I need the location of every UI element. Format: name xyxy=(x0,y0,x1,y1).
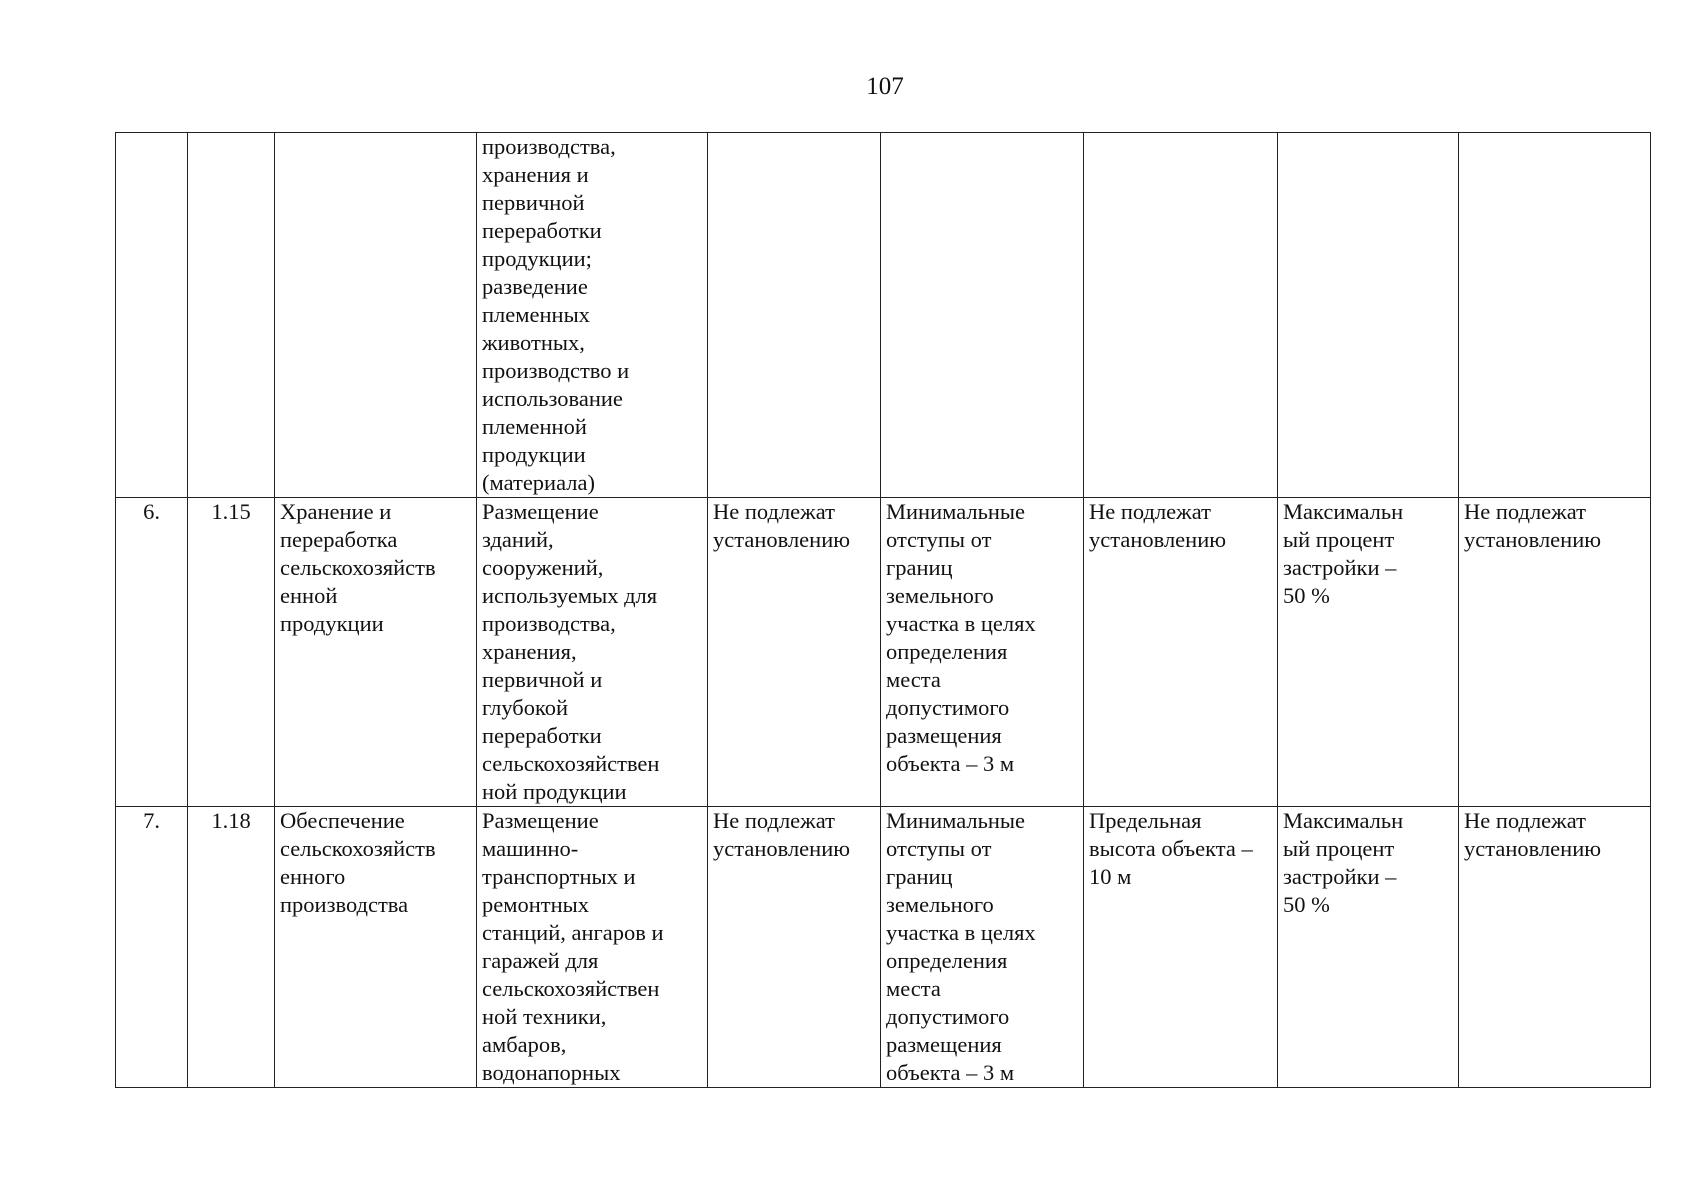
use-description-cell: производства, хранения и первичной переработки продукции; разведение племенных животных, производство и использование племенной продукции (материала) xyxy=(477,133,708,498)
setback-cell xyxy=(881,133,1084,498)
height-cell: Не подлежат установлению xyxy=(1084,498,1278,807)
use-name-cell: Обеспечение сельскохозяйств енного производства xyxy=(275,807,477,1088)
other-parameter-cell: Не подлежат установлению xyxy=(1459,807,1651,1088)
height-cell xyxy=(1084,133,1278,498)
use-name-cell: Хранение и переработка сельскохозяйств енной продукции xyxy=(275,498,477,807)
setback-cell: Минимальные отступы от границ земельного участка в целях определения места допустимого размещения объекта – 3 м xyxy=(881,498,1084,807)
row-number-cell: 6. xyxy=(116,498,188,807)
zoning-regulations-table xyxy=(115,132,1651,1088)
use-description-cell: Размещение зданий, сооружений, используемых для производства, хранения, первичной и глубокой переработки сельскохозяйствен ной продукции xyxy=(477,498,708,807)
other-parameter-cell: Не подлежат установлению xyxy=(1459,498,1651,807)
use-description-cell: Размещение машинно- транспортных и ремонтных станций, ангаров и гаражей для сельскохозяйствен ной техники, амбаров, водонапорных xyxy=(477,807,708,1088)
coverage-cell xyxy=(1278,133,1459,498)
row-number-cell xyxy=(116,133,188,498)
table-row xyxy=(116,133,1651,498)
table-row xyxy=(116,807,1651,1088)
coverage-cell: Максимальн ый процент застройки – 50 % xyxy=(1278,498,1459,807)
use-code-cell xyxy=(188,133,275,498)
parameter-cell: Не подлежат установлению xyxy=(708,498,881,807)
height-cell: Предельная высота объекта – 10 м xyxy=(1084,807,1278,1088)
other-parameter-cell xyxy=(1459,133,1651,498)
coverage-cell: Максимальн ый процент застройки – 50 % xyxy=(1278,807,1459,1088)
use-code-cell: 1.15 xyxy=(188,498,275,807)
row-number-cell: 7. xyxy=(116,807,188,1088)
parameter-cell: Не подлежат установлению xyxy=(708,807,881,1088)
use-code-cell: 1.18 xyxy=(188,807,275,1088)
use-name-cell xyxy=(275,133,477,498)
parameter-cell xyxy=(708,133,881,498)
table-row xyxy=(116,498,1651,807)
page-number: 107 xyxy=(866,73,904,100)
setback-cell: Минимальные отступы от границ земельного участка в целях определения места допустимого размещения объекта – 3 м xyxy=(881,807,1084,1088)
